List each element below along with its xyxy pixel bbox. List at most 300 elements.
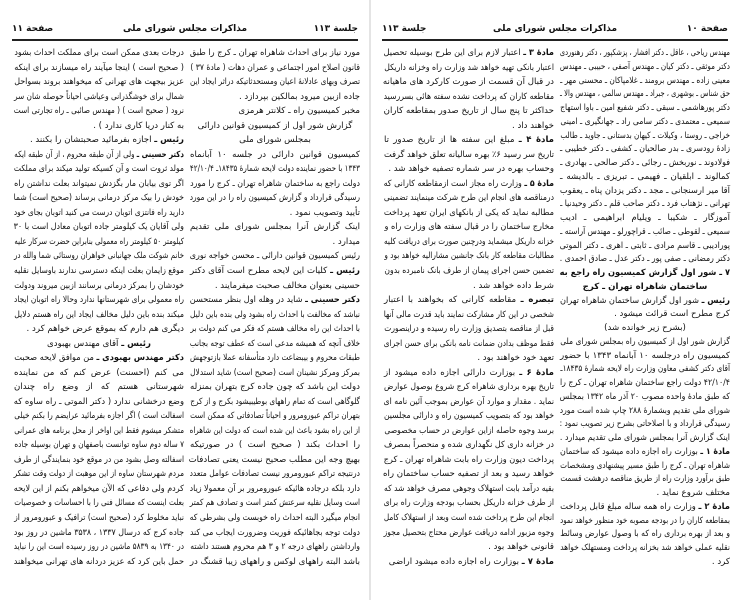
text-line <box>13 556 184 568</box>
speaker-or-article-label: رئیس ـ <box>330 265 360 276</box>
page-header <box>12 24 358 38</box>
line-text: نقلیه عملی خواهد شد بخزانه پرداخت ومستهلک خواهد <box>560 543 730 553</box>
text-line <box>559 391 730 403</box>
text-line <box>190 353 361 364</box>
line-text: تضمین حسن اجرای پیمان از طرف بانک نامبرده بدون <box>384 265 554 276</box>
line-text: درمناقصه های انجام این طرح شرکت مینمایند تضمینی <box>383 193 554 204</box>
text-line <box>559 254 730 265</box>
line-text: را احداث بکند ( صحیح است ) در صورتیکه <box>190 440 360 451</box>
text-line <box>190 382 360 393</box>
line-text: مختلف شروع نماید . <box>656 488 730 498</box>
text-line <box>383 396 554 408</box>
text-line <box>383 91 554 103</box>
text-line <box>384 483 554 495</box>
speaker-or-article-label: مادهٔ ۶ ـ <box>519 367 554 378</box>
text-line <box>13 251 185 262</box>
line-text: مخارج ساختمان را در قبال سفته های وزارت راه و <box>384 222 554 233</box>
line-text: است وسایل نقلیه سرعتش کمتر است و تصادف هم کمتر <box>189 498 360 509</box>
line-text: وحساب بهره در سر شماره تصفیه خواهد شد . <box>388 164 554 175</box>
line-text: خزانه داریکل میشماید ودرچنین صورت برای دریافت کلیه <box>384 236 554 247</box>
text-line <box>13 164 184 175</box>
line-text: کرج مطرح است قرائت میشود . <box>614 309 730 320</box>
text-line <box>13 454 184 466</box>
line-text: شخصی در این کار مشارکت نمایند باید قدرت مالی آنها <box>383 309 554 320</box>
text-line <box>559 433 730 444</box>
line-text: شاهراه تهران ـ کرج را طبق مسیر پیشنهادی ومشخصات <box>560 460 730 471</box>
header-rule <box>12 39 358 41</box>
line-text: نماید . مقدار و موارد آن عوارض بموجب آئین نامه ای <box>383 396 554 407</box>
line-text: مطالبات مقاطعه کار بانک جانشین مشارالیه خواهد بود و <box>384 251 554 262</box>
text-line <box>190 222 360 233</box>
text-line <box>560 75 730 87</box>
line-text: بوزارت دارائی اجازه داده میشود از <box>384 367 516 378</box>
text-line <box>190 106 360 117</box>
text-line <box>189 295 360 306</box>
line-text: گلوگاهی است که تمام راههای بوطیبیشود بکرج و از کرج <box>190 396 360 407</box>
text-line <box>190 440 360 451</box>
page-header <box>382 24 728 38</box>
line-text: اجازه بفرمائید صحبتشان را بکنند . <box>29 135 152 146</box>
text-line <box>560 336 730 348</box>
line-text: شور اول گزارش ساختمان شاهراه تهران <box>560 295 699 306</box>
text-line <box>14 411 185 422</box>
line-text: در ۱۳۴۰ به ۵۸۳۹ ماشین در روز رسیده است این را نباید <box>13 542 184 553</box>
text-line <box>560 364 730 375</box>
line-text: درجات بعدی ممکن است برای مملکت احداث بشود <box>14 48 184 58</box>
text-line <box>560 501 730 513</box>
line-text: مولد ثروت است و آن کسیکه تولید میکند برای مملکت <box>13 164 184 175</box>
line-text: ( صحیح است ) اینجا میآیند راه میسازند برای اینکه <box>14 62 185 73</box>
text-line <box>13 396 185 408</box>
line-text: میدارد . <box>332 236 360 247</box>
text-line <box>190 309 360 321</box>
text-line <box>384 542 554 553</box>
text-line <box>384 425 554 437</box>
text-line <box>383 513 554 524</box>
line-text: زادهٔ رودسری ـ بدر صالحیان ـ کشفی ـ دکتر خطیبی ـ <box>560 144 730 155</box>
text-line <box>14 121 184 132</box>
line-text: رسیدگی قرارداد و با اصلاحاتی بشرح زیر تصویب نمود : <box>559 419 730 430</box>
text-line <box>190 62 360 74</box>
text-line <box>383 309 554 321</box>
text-line <box>559 240 730 252</box>
text-line <box>383 338 554 350</box>
line-text: مهندس ریاحی ، عاقل ـ دکتر افشار ، پزشکپور ، دکتر رهنوردی <box>559 48 730 58</box>
line-text: راه معمولی برای شهرستانها ندارد وحالا راه اتوبان ایجاد <box>14 295 184 306</box>
line-text: دیگری هم دارم که بموقع عرض خواهم کرد . <box>26 324 184 335</box>
text-line <box>190 92 360 103</box>
line-text: انجام میگیرد البته احداث راه خوبست ولی بشرطی که <box>189 513 360 523</box>
text-line <box>14 236 184 248</box>
line-text: اینک گزارش آنرا بمجلس شورای ملی تقدیم <box>190 222 360 233</box>
text-line <box>13 469 185 480</box>
line-text: اعتبار لازم برای این طرح بوسیله تحصیل <box>383 48 521 58</box>
line-text: وزارت راه همه ساله مبلغ قابل پرداخت <box>560 501 696 512</box>
line-text: مقاطعه کارانی که بخواهند با اعتبار <box>384 295 517 306</box>
line-text: اعتبار بانکی تهیه خواهد شد وزارت راه وخزانه داریکل <box>384 62 554 73</box>
text-line <box>14 353 184 364</box>
line-text: (بشرح زیر خوانده شد) <box>604 323 686 333</box>
text-line <box>14 498 185 509</box>
speaker-or-article-label: دکتر حسینی ـ <box>136 149 184 160</box>
text-line <box>559 378 730 389</box>
line-text: ۱۳۴۳ با حضور نماینده دولت لایحه شمارهٔ ۱۸۴۳۵ـ ۴۲/۱۰/۴ <box>189 164 360 175</box>
line-text: نباشد که مخالفت با احداث راه بشود ولی بنده باین دلیل <box>190 309 360 320</box>
text-line <box>189 498 360 509</box>
line-text: باشد البته راههای لوکس و راههای زیبا قشنگ در <box>189 556 360 567</box>
line-text: اینک گزارش آنرا بمجلس شورای ملی تقدیم میدارد . <box>559 433 730 443</box>
text-line <box>560 89 730 100</box>
text-line <box>560 226 730 238</box>
text-line <box>559 48 730 59</box>
text-line <box>384 557 554 568</box>
text-line <box>14 309 185 321</box>
text-line <box>383 454 554 466</box>
text-line <box>384 469 554 480</box>
text-line <box>560 309 730 320</box>
text-line <box>560 172 730 183</box>
session-number: جلسة ۱۱۳ <box>382 24 427 34</box>
section-heading-line <box>560 282 730 293</box>
line-text: بوزارت راه اجازه داده میشود که ساختمان <box>560 446 698 457</box>
line-text: جاده ازبین میرود بمالکین بپردازد . <box>238 91 360 102</box>
speaker-or-article-label: مادهٔ ۵ ـ <box>524 178 554 189</box>
line-text: اگر توی بیابان مار بگزدش نمیتواند بعلت نداشتن راه <box>14 178 184 189</box>
text-line <box>13 527 184 539</box>
line-text: دولت این باشد که چون جاده کرج بتهران بمنزله <box>190 382 360 393</box>
line-text: بهیچ وجه این مطلب صحیح نیست یعنی تصادفات <box>188 454 360 465</box>
line-text: قبل از مناقصه بتصدیق وزارت راه رسیده و دراینصورت <box>384 324 554 335</box>
text-line <box>384 382 554 393</box>
text-line <box>384 106 554 117</box>
line-text: دولت توجه بجاهائیکه فوریت وضرورت ایجاب می کند <box>189 527 360 538</box>
text-line <box>14 339 184 350</box>
line-text: شورای ملی تقدیم وبشمارهٔ ۲۸۸ چاپ شده است مورد <box>559 405 730 416</box>
text-line <box>559 61 730 73</box>
line-text: طبق برآورد وزارت راه از طریق مناقصه درهشت قسمت <box>560 474 730 485</box>
text-line <box>560 144 730 155</box>
line-text: متشکر میشوم فقط این اواخر از محل برنامه های عمرانی <box>14 425 185 436</box>
text-line <box>190 178 360 190</box>
text-line <box>13 207 184 219</box>
speaker-or-article-label: مادهٔ ۱ ـ <box>700 446 730 457</box>
text-line <box>14 77 184 88</box>
text-line <box>189 338 360 350</box>
text-line <box>190 208 360 219</box>
text-line <box>384 265 554 277</box>
text-line <box>190 150 360 161</box>
line-text: گزارش شور اول از کمیسیون راه بمجلس شورای ملی <box>560 336 730 347</box>
line-text: کمیسیون راه درجلسه ۱۰ آبانماه ۱۳۴۳ با حضور <box>560 350 731 361</box>
line-text: نرود ( صحیح است ) ( مهندس صائبی ـ راه تجارتی است <box>13 106 185 117</box>
line-text: به کنار دریا کاری ندارد ) . <box>93 120 184 131</box>
text-line <box>189 48 360 59</box>
text-line <box>189 251 360 262</box>
text-line <box>560 543 730 554</box>
speaker-or-article-label: مادهٔ ۳ ـ <box>523 48 554 58</box>
line-text: دکتر رمضانی ـ صفی پور ـ دکتر عدل ـ صادق احمدی . <box>559 254 730 265</box>
text-line <box>14 265 184 277</box>
text-line <box>384 281 554 292</box>
text-line <box>190 557 360 568</box>
line-text: خودش را بیک مرکز درمانی برساند (صحیح است) شما <box>13 193 184 204</box>
line-text: سمیعی ـ لقوطی ـ صائب ـ قراچورلو ـ مهندس آراسته ـ <box>560 226 730 237</box>
text-line <box>14 382 184 393</box>
line-text: آموزگار ـ شکیبا ـ ویلیام ابراهیمی ـ ادیب <box>560 213 730 223</box>
speaker-or-article-label: مادهٔ ۲ ـ <box>698 501 730 512</box>
line-text: تعهد خود خواهند بود . <box>477 353 554 364</box>
line-text: وارداشتن راههای درجه ۲ و ۳ هم محروم هستند داشته <box>190 542 360 553</box>
text-line <box>384 295 554 306</box>
text-line <box>383 193 554 204</box>
line-text: بعلت اینست که مسائل فنی را با احساسات و خصوصیات <box>14 498 185 509</box>
line-text: شمال برای خوشگذرانی وعیاشی احیاناً حوصله شان سر <box>13 91 185 102</box>
line-text: آقا میر ارسنجانی ـ مجد ـ دکتر یزدان پناه ـ یعقوب <box>559 185 730 196</box>
text-column-left <box>384 48 554 568</box>
section-heading-line <box>559 268 730 279</box>
line-text: موقع زایمان بعلت اینکه دسترسی ندارند باوسایل نقلیه <box>14 265 184 276</box>
line-text: مورد نیاز برای احداث شاهراه تهران ـ کرج را طبق <box>189 48 360 58</box>
line-text: قانون اصلاح امور اجتماعی و عمران دهات ( مادهٔ ۳۷ ) <box>190 62 360 73</box>
text-line <box>560 515 730 527</box>
line-text: بتهران تراکم عبورومرور و احیاناً تصادفاتی که ممکن است <box>190 411 360 422</box>
line-text: فولادوند ـ نوربخش ـ رجائی ـ دکتر صالحی ـ بهادری ـ <box>560 158 730 168</box>
line-text: آقای مهندس بهبودی <box>47 338 119 349</box>
text-line <box>14 280 184 292</box>
text-line <box>384 77 554 88</box>
line-text: حداکثر تا پنج سال از تاریخ صدور بمقاطعه کاران <box>383 106 554 117</box>
line-text: خانم شوکت ملک جهانبانی خواهران روستائی شما والله در <box>13 251 185 262</box>
line-text: بمرکز ومرکز نشینان است (صحیح است) شاید استدلال <box>190 367 360 378</box>
line-text: خواهد بود که بتصویب کمیسیون راه و دارائی مجلسین <box>383 411 554 422</box>
line-text: ساختمان شاهراه تهران ـ کرج <box>582 281 708 292</box>
line-text: ولی از آن طبقه محروم ، از آن طبقه ایکه <box>14 149 135 160</box>
text-line <box>560 295 730 307</box>
text-line <box>14 178 184 190</box>
line-text: ۴۲/۱۰/۴ دولت راجع ساختمان شاهراه تهران ـ کرج را <box>559 378 730 388</box>
line-text: می کنم (احسنت) عرض کنم که من نماینده <box>14 367 184 378</box>
text-line <box>560 488 730 499</box>
text-line <box>560 103 730 114</box>
text-line <box>560 446 730 458</box>
line-text: سمیعی ـ معتمدی ـ دکتر سامی راد ـ جهانگیری ـ امینی <box>560 116 730 127</box>
line-text: تأیید وتصویب نمود . <box>289 207 360 218</box>
text-line <box>190 367 360 379</box>
text-line <box>384 149 554 161</box>
text-line <box>560 460 731 472</box>
line-text: وجوه مزبور ادامه دریافت عوارض محتاج بتحصیل مجوز <box>383 527 554 538</box>
text-line <box>13 106 185 117</box>
line-text: که طبق مادهٔ واحده مصوب ۲۰ آذر ماه ۱۳۴۲ بمجلس <box>559 391 730 402</box>
text-line <box>384 62 554 74</box>
text-line <box>189 164 360 175</box>
line-text: خودشان را بمرکز درمانی برسانند ازبین میروند ودولت <box>14 280 184 291</box>
text-line <box>560 199 730 210</box>
text-line <box>560 323 730 334</box>
text-line <box>384 251 555 262</box>
header-rule <box>382 39 728 41</box>
text-column-left <box>14 48 184 568</box>
text-line <box>383 48 554 59</box>
line-text: عزیز بیجهت های تهرانی که میخواهند بروند بسواحل <box>14 77 184 88</box>
line-text: شهرستانی هستم که از وضع راه چندان <box>14 382 184 393</box>
text-line <box>14 48 184 59</box>
page-number: صفحة ۱۰ <box>686 24 728 34</box>
text-line <box>13 542 184 553</box>
line-text: فقط موظف بدادن ضمانت نامه بانکی برای حسن اجرای <box>383 338 554 349</box>
text-line <box>560 116 730 128</box>
line-text: بمقاطعه کاران را در بودجه مصوبه خود منظور خواهد نمود <box>560 515 730 526</box>
text-line <box>383 527 554 539</box>
text-line <box>190 121 360 132</box>
text-line <box>384 121 554 132</box>
line-text: خلاف آنچه که همیشه مدعی است که عطف توجه بجانب <box>189 338 360 349</box>
text-line <box>384 236 554 248</box>
speaker-or-article-label: مادهٔ ۷ ـ <box>521 556 554 567</box>
text-line <box>14 513 185 524</box>
text-line <box>14 440 185 451</box>
session-number: جلسة ۱۱۳ <box>313 24 358 34</box>
line-text: مقاطعه کاران که پرداخت نشده سفته هائی بسررسید <box>383 91 554 102</box>
line-text: از این راه بشود باعث این شده است که دولت این شاهراه <box>189 425 360 436</box>
line-text: کردم ولی دفاعی که الآن میخواهم بکنم از این لایحه <box>13 483 184 494</box>
line-text: کرد . <box>711 556 730 567</box>
line-text: و بعد از بهره برداری راه که با وصول عوارض وسائط <box>560 529 730 540</box>
line-text: معینی زاده ـ مهندس برومند ـ غلامپاکان ـ محسنی مهر ـ <box>560 75 730 86</box>
line-text: میکند بنده باین دلیل مخالف ایجاد این راه هستم دلایل <box>14 309 185 320</box>
line-text: دکتر موثقی ـ دکتر کیان ـ مهندس آصفی ، حبیبی ـ مهندس <box>559 61 730 72</box>
text-line <box>560 474 730 485</box>
line-text: دولت راجع به ساختمان شاهراه تهران ـ کرج را مورد <box>190 178 360 189</box>
text-line <box>559 185 730 197</box>
text-line <box>383 411 554 422</box>
text-line <box>383 178 554 190</box>
line-text: دارد بلکه درجاده هائیکه عبورومرور بر آن معمولا زیاد <box>189 483 360 494</box>
text-column-right <box>560 48 730 568</box>
text-line <box>383 207 554 219</box>
speaker-or-article-label: مادهٔ ۴ ـ <box>518 135 554 146</box>
line-text: آقای دکتر کشفی معاون وزارت راه لایحه شمارهٔ ۱۸۴۳۵ـ <box>560 364 730 375</box>
line-text: اسفالته وصل بشود من در موقع خود بنمایندگی از طرف <box>13 454 184 465</box>
line-text: تاریخ سر رسید ۶٪ بهره سالیانه تعلق خواهد گرفت <box>384 149 554 160</box>
line-text: بقیه درآمد بابت استهلاک وجوهی مصرف خواهد شد که <box>384 483 554 494</box>
line-text: درنتیجه تراکم عبورومرور نیست تصادفات عوامل متعدد <box>189 469 360 480</box>
text-line <box>190 455 360 466</box>
text-line <box>560 351 730 362</box>
line-text: دارید راه فانتزی اتوبان درست می کنید اتوبان بجای خود <box>13 207 184 218</box>
line-text: کیلومتر ۵۰ کیلومتر راه معمولی بنابراین حضرت سرکار علیه <box>14 236 184 247</box>
text-line <box>14 425 185 437</box>
line-text: با احداث این راه مخالف هستم که فکر می کنم دولت بر <box>190 324 360 335</box>
line-text: ۷ ـ شور اول گزارش کمیسیون راه راجع به <box>559 268 730 278</box>
line-text: از طرف خزانه داریکل بحساب بودجه وزارت راه برای <box>383 498 554 509</box>
line-text: رسیدگی قرارداد و گزارش کمیسیون راه را در این مورد <box>189 193 360 204</box>
line-text: کلیات این لایحه مطرح است آقای دکتر <box>190 265 328 276</box>
line-text: نباید مخلوط کرد (صحیح است) ترافیک و عبورومرور از <box>14 513 185 523</box>
publication-title: مذاکرات مجلس شورای ملی <box>122 24 248 34</box>
line-text: پورادیبی ـ قاسم مرادی ـ ثابتی ـ اهری ـ دکتر الموتی <box>559 240 730 251</box>
text-line <box>190 135 360 146</box>
text-line <box>189 469 360 480</box>
line-text: ولی آقایان یک کیلومتر جاده اتوبان معادل است با ۳۰ <box>13 222 184 233</box>
line-text: ۷ ساله دوم ساوه توانست باصفهان و تهران بوسیله جاده <box>14 440 184 451</box>
text-line <box>190 237 360 248</box>
text-line <box>384 368 554 379</box>
line-text: مبلغ این سفته ها از تاریخ صدور تا <box>384 135 515 146</box>
text-line <box>189 483 360 495</box>
line-text: تصرف وبهای عادلانهٔ اعیان ومستحدثاتیکه دراثر ایجاد این <box>190 77 360 88</box>
text-line <box>14 135 184 146</box>
text-line <box>560 158 730 169</box>
text-line <box>14 295 184 306</box>
text-line <box>384 135 554 146</box>
speaker-or-article-label: رئیس ـ <box>701 295 730 306</box>
text-line <box>14 62 185 74</box>
line-text: مخبر کمیسیون راه ـ کلانتر هرمزی <box>238 106 360 117</box>
text-column-right <box>190 48 360 568</box>
speaker-or-article-label: دکتر حسینی ـ <box>305 295 360 306</box>
line-text: اسفالت است ) اگر اجازه بفرمائید عرایضم را بکنم خیلی <box>14 411 184 422</box>
text-line <box>190 324 360 335</box>
text-line <box>189 425 360 437</box>
line-text: حسینی بعنوان مخالف صحبت میفرمایند . <box>214 280 360 291</box>
text-line <box>190 77 360 88</box>
text-line <box>383 498 554 509</box>
line-text: من موافق لایحه صحبت <box>14 353 94 364</box>
line-text: حق شناس ـ بوشهری ، جبراد ـ مهندس سالمی ، مهندس والا ـ <box>560 89 730 100</box>
line-text: در خزانه داری کل نگهداری شده و منحصراً بمصرف <box>384 440 554 451</box>
text-line <box>560 213 730 224</box>
line-text: وضع درخشانی ندارد ( دکتر الموتی ـ راه ساوه که <box>13 396 185 407</box>
text-line <box>384 164 554 175</box>
text-line <box>559 419 730 430</box>
publication-title: مذاکرات مجلس شورای ملی <box>492 24 618 34</box>
text-line <box>384 440 554 451</box>
text-line <box>13 193 184 204</box>
right-page-10 <box>370 0 740 600</box>
line-text: کمیسیون قوانین دارائی در جلسه ۱۰ آبانماه <box>190 149 360 160</box>
speaker-or-article-label: رئیس ـ <box>154 135 184 146</box>
line-text: شاید در وهله اول بنظر مستحسن <box>189 295 303 306</box>
line-text: تاریخ بهره برداری شاهراه کرج شروع بوصول عوارض <box>384 382 554 393</box>
line-text: خواهد رسید و بعد از تصفیه حساب ساختمان راه <box>383 469 554 480</box>
text-line <box>189 193 360 204</box>
line-text: بمجلس شورای ملی <box>239 135 311 146</box>
speaker-or-article-label: تبصره ـ <box>520 295 554 306</box>
line-text: رئیس کمیسیون قوانین دارائی ـ محسن خواجه نوری <box>189 251 360 262</box>
line-text: دکتر پورهاشمی ـ سبقی ـ دکتر شفیع امین ـ باوا استهاج <box>560 103 730 113</box>
text-line <box>559 405 730 417</box>
text-line <box>384 324 554 335</box>
speaker-or-article-label: دکتر مهندس بهبودی ـ <box>96 353 184 364</box>
text-line <box>14 368 184 379</box>
page-number: صفحة ۱۱ <box>12 24 54 34</box>
line-text: حمل باین کرد که عزیز دردانه های تهرانی میخواهند <box>13 556 184 567</box>
line-text: قانونی خواهد بود . <box>488 542 554 553</box>
line-text: گزارش شور اول از کمیسیون قوانین دارائی <box>197 120 353 131</box>
text-line <box>560 130 730 142</box>
line-text: بوزارت راه اجازه داده میشود اراضی <box>388 556 520 567</box>
line-text: کمالوند ـ ابلقیان ـ فهیمی ـ تبریزی ـ بالدیشه ـ <box>560 171 730 182</box>
text-line <box>13 222 184 233</box>
line-text: پرداخت دیون وزارت راه بابت شاهراه تهران ـ کرج <box>383 454 554 465</box>
text-line <box>13 91 185 103</box>
text-line <box>190 411 360 422</box>
text-line <box>384 222 554 233</box>
text-line <box>560 529 730 540</box>
line-text: تهرانی ـ نژهتاب فرد ـ دکتر صاحب قلم ـ دکتر وحیدنیا ـ <box>560 199 730 210</box>
line-text: خراجی ـ روستا ، وکیلات ـ کیهان بدستانی ـ جاوید ـ طالب <box>560 130 730 141</box>
